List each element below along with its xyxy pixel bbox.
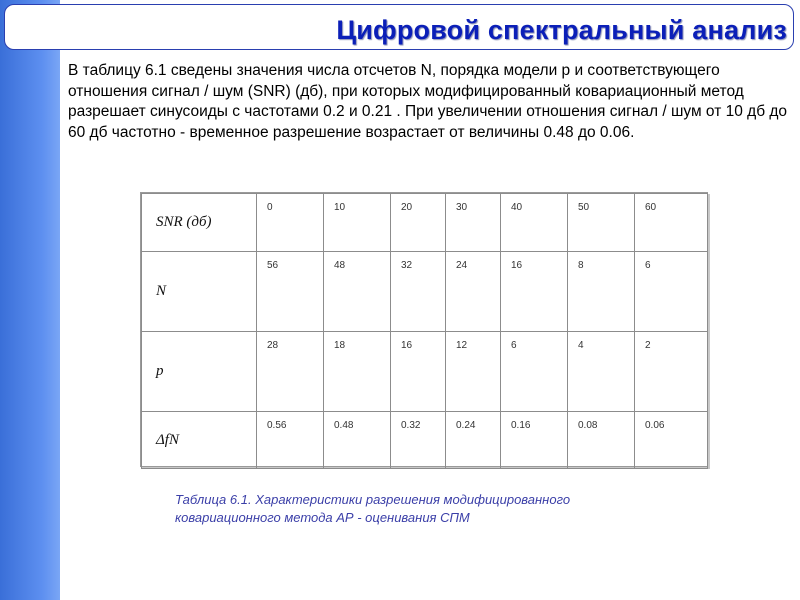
table-cell: 8 <box>568 252 635 332</box>
table-row <box>142 194 708 252</box>
table-cell: 18 <box>324 332 391 412</box>
table-cell: 2 <box>635 332 708 412</box>
row-label-snr: SNR (дб) <box>142 194 257 252</box>
row-label-p: p <box>142 332 257 412</box>
table-caption <box>175 491 735 527</box>
table-cell: 0.08 <box>568 412 635 469</box>
table-cell: 30 <box>446 194 501 252</box>
table-cell: 0.16 <box>501 412 568 469</box>
table-cell: 48 <box>324 252 391 332</box>
table-cell: 16 <box>391 332 446 412</box>
side-bar <box>0 0 60 600</box>
resolution-table <box>140 192 708 467</box>
caption-line: ковариационного метода АР - оценивания СПМ <box>175 510 470 525</box>
table-cell: 6 <box>635 252 708 332</box>
table-grid <box>141 193 708 469</box>
table-cell: 4 <box>568 332 635 412</box>
caption-line: Таблица 6.1. Характеристики разрешения модифицированного <box>175 492 571 507</box>
title-box <box>4 4 794 50</box>
table-cell: 0.06 <box>635 412 708 469</box>
table-cell: 12 <box>446 332 501 412</box>
table-cell: 60 <box>635 194 708 252</box>
table-cell: 24 <box>446 252 501 332</box>
intro-paragraph: В таблицу 6.1 сведены значения числа отсчетов N, порядка модели p и соответствующего отношения сигнал / шум (SNR) (дб), при которых модифицированный ковариационный метод разрешает синусоиды с частотами 0.2 и 0.21 . При увеличении отношения сигнал / шум от 10 дб до 60 дб частотно - временное разрешение возрастает от величины 0.48 до 0.06. <box>68 62 788 141</box>
table-cell: 0.48 <box>324 412 391 469</box>
table-cell: 16 <box>501 252 568 332</box>
table-cell: 32 <box>391 252 446 332</box>
table-cell: 28 <box>257 332 324 412</box>
table-cell: 40 <box>501 194 568 252</box>
slide-title: Цифровой спектральный анализ <box>336 15 787 45</box>
table-cell: 0.56 <box>257 412 324 469</box>
table-row <box>142 252 708 332</box>
table-cell: 0.24 <box>446 412 501 469</box>
row-label-n: N <box>142 252 257 332</box>
table-cell: 20 <box>391 194 446 252</box>
table-row <box>142 412 708 469</box>
table-cell: 6 <box>501 332 568 412</box>
table-cell: 0 <box>257 194 324 252</box>
table-cell: 10 <box>324 194 391 252</box>
table-row <box>142 332 708 412</box>
row-label-delta-fn: ΔfN <box>142 412 257 469</box>
table-cell: 50 <box>568 194 635 252</box>
table-cell: 0.32 <box>391 412 446 469</box>
table-cell: 56 <box>257 252 324 332</box>
